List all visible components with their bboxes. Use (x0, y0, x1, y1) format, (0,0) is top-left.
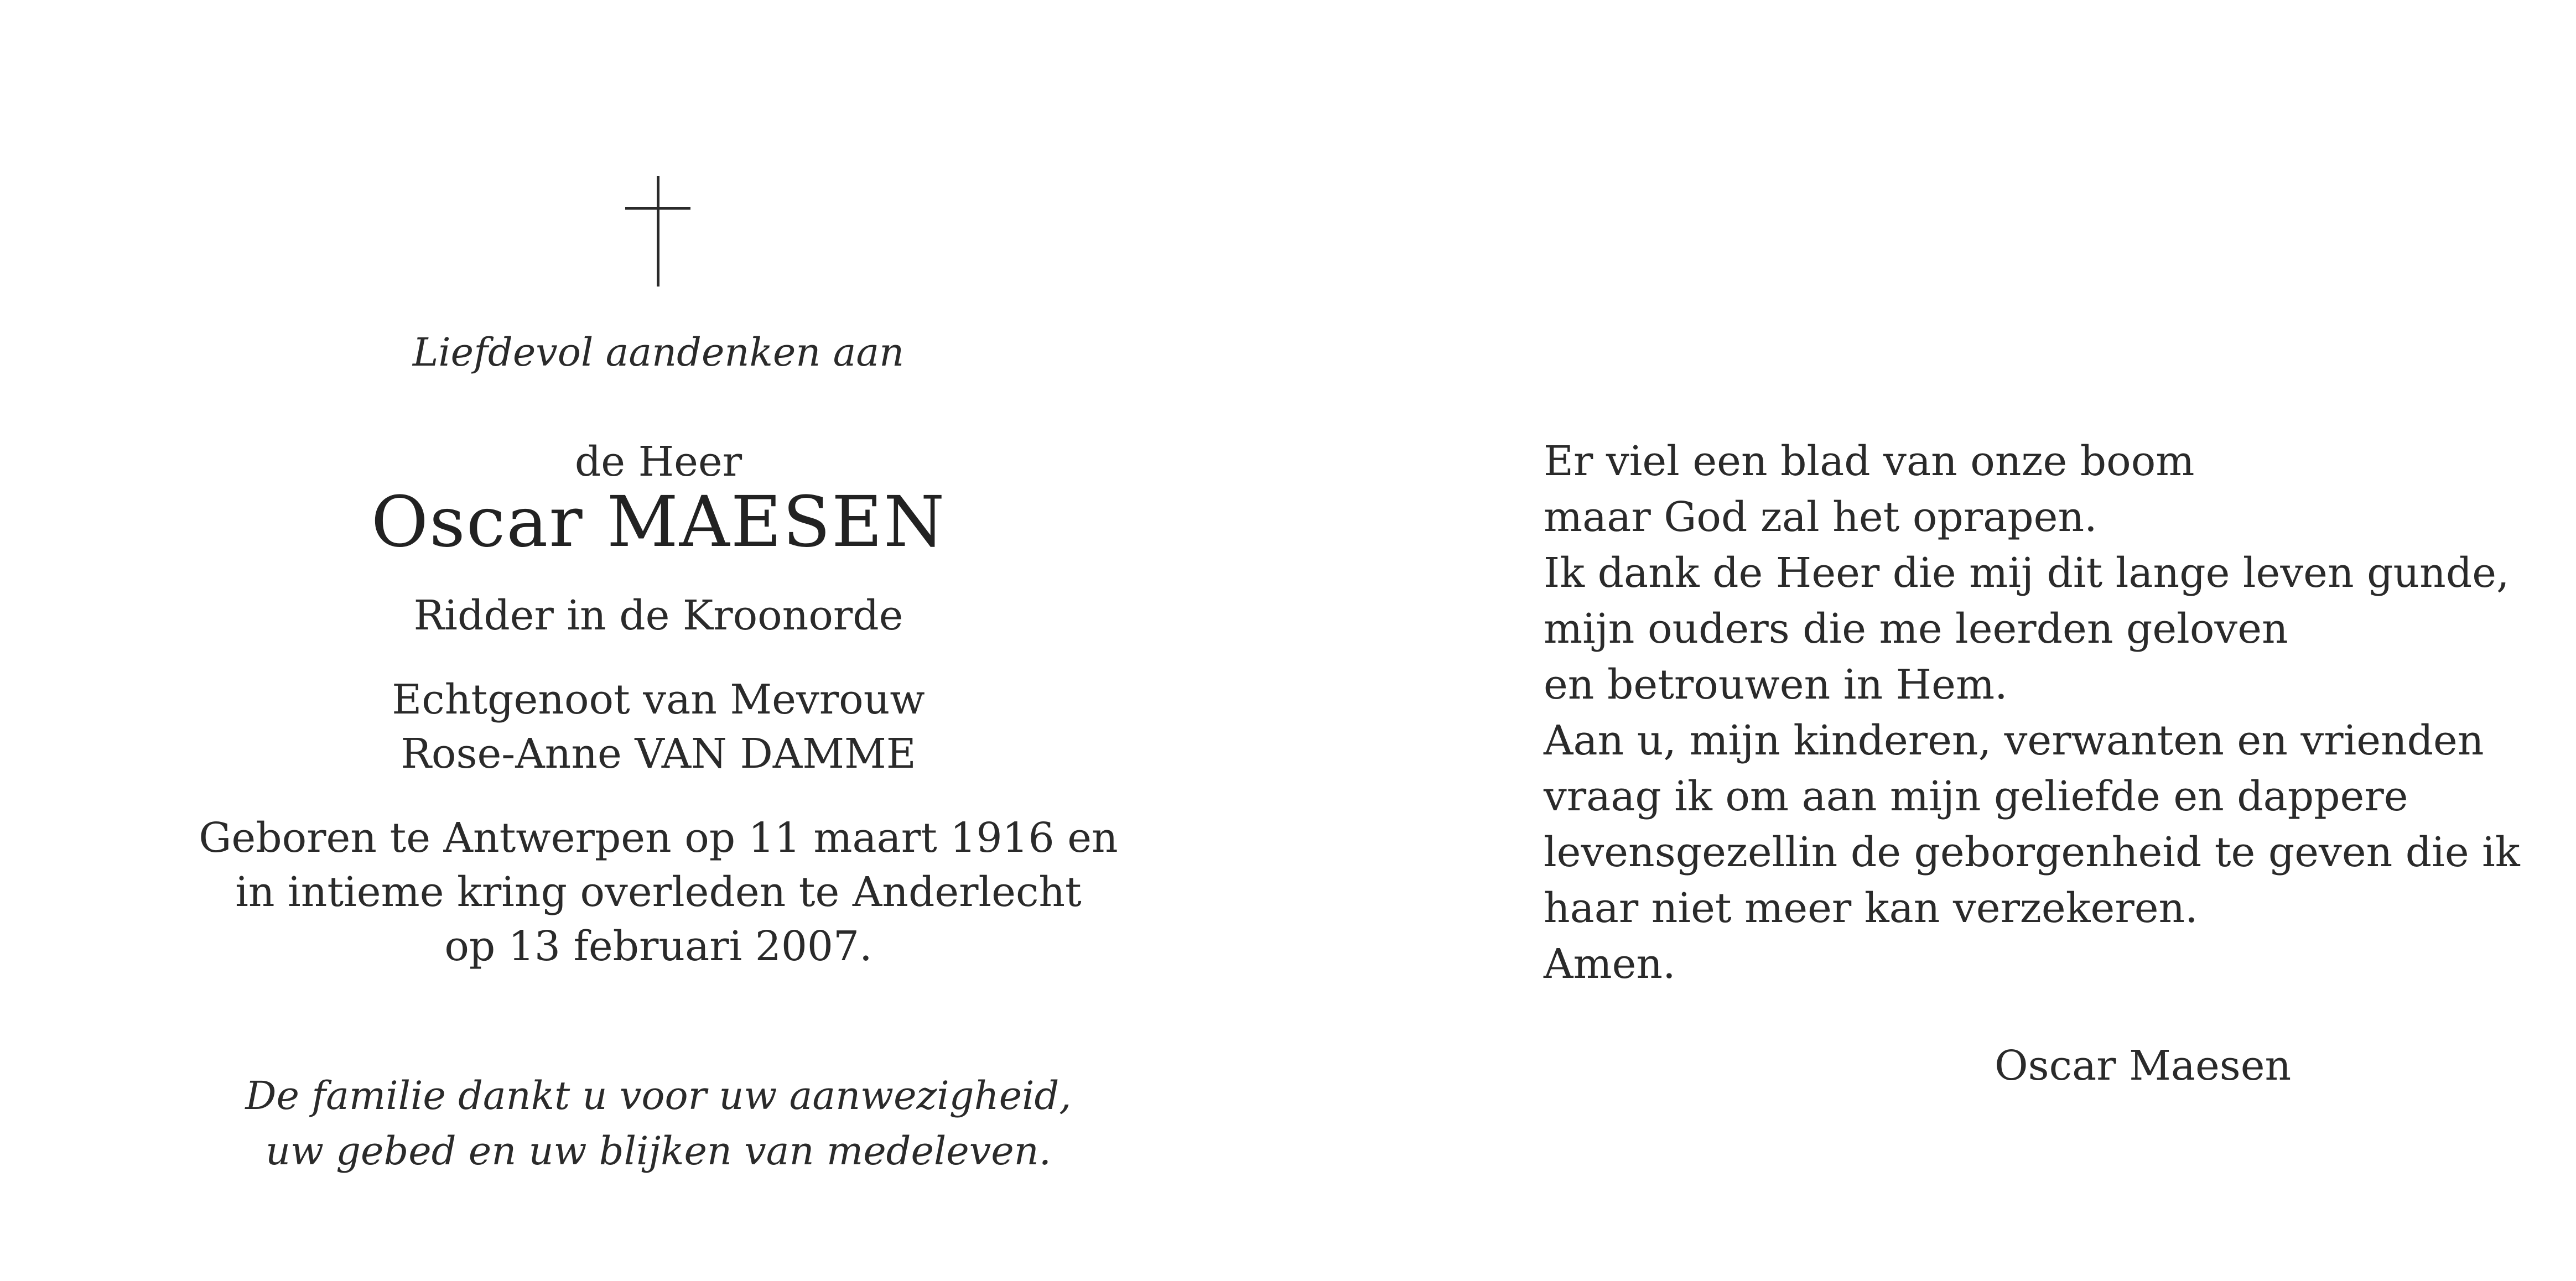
rank-text: Ridder in de Kroonorde (413, 592, 903, 639)
poem-line: Aan u, mijn kinderen, verwanten en vrienden (1544, 717, 2484, 764)
poem-line: Er viel een blad van onze boom (1544, 438, 2195, 485)
poem-line: vraag ik om aan mijn geliefde en dappere (1544, 773, 2408, 820)
poem-line: maar God zal het oprapen. (1544, 493, 2097, 541)
poem-line: en betrouwen in Hem. (1544, 661, 2008, 709)
poem-line: Amen. (1544, 940, 1676, 988)
intro-text: Liefdevol aandenken aan (412, 330, 905, 375)
poem-line: Ik dank de Heer die mij dit lange leven gunde, (1544, 549, 2510, 597)
poem (1544, 434, 2520, 992)
poem-line: levensgezellin de geborgenheid te geven die ik (1544, 829, 2520, 876)
thanks-line: uw gebed en uw blijken van medeleven. (265, 1128, 1052, 1174)
signature: Oscar Maesen (1995, 1042, 2292, 1090)
birth-death-line: in intieme kring overleden te Anderlecht (235, 868, 1082, 916)
birth-death-line: Geboren te Antwerpen op 11 maart 1916 en (199, 814, 1118, 862)
poem-line: haar niet meer kan verzekeren. (1544, 884, 2198, 932)
right-page (1317, 0, 2576, 1281)
birth-death-line: op 13 februari 2007. (444, 923, 872, 970)
poem-line: mijn ouders die me leerden geloven (1544, 605, 2288, 653)
cross-icon (625, 176, 690, 287)
thanks-line: De familie dankt u voor uw aanwezigheid, (245, 1073, 1072, 1118)
honorific: de Heer (574, 438, 742, 486)
spouse-name: Rose-Anne VAN DAMME (401, 730, 916, 778)
spouse-label: Echtgenoot van Mevrouw (392, 676, 925, 723)
deceased-name: Oscar MAESEN (371, 481, 946, 563)
